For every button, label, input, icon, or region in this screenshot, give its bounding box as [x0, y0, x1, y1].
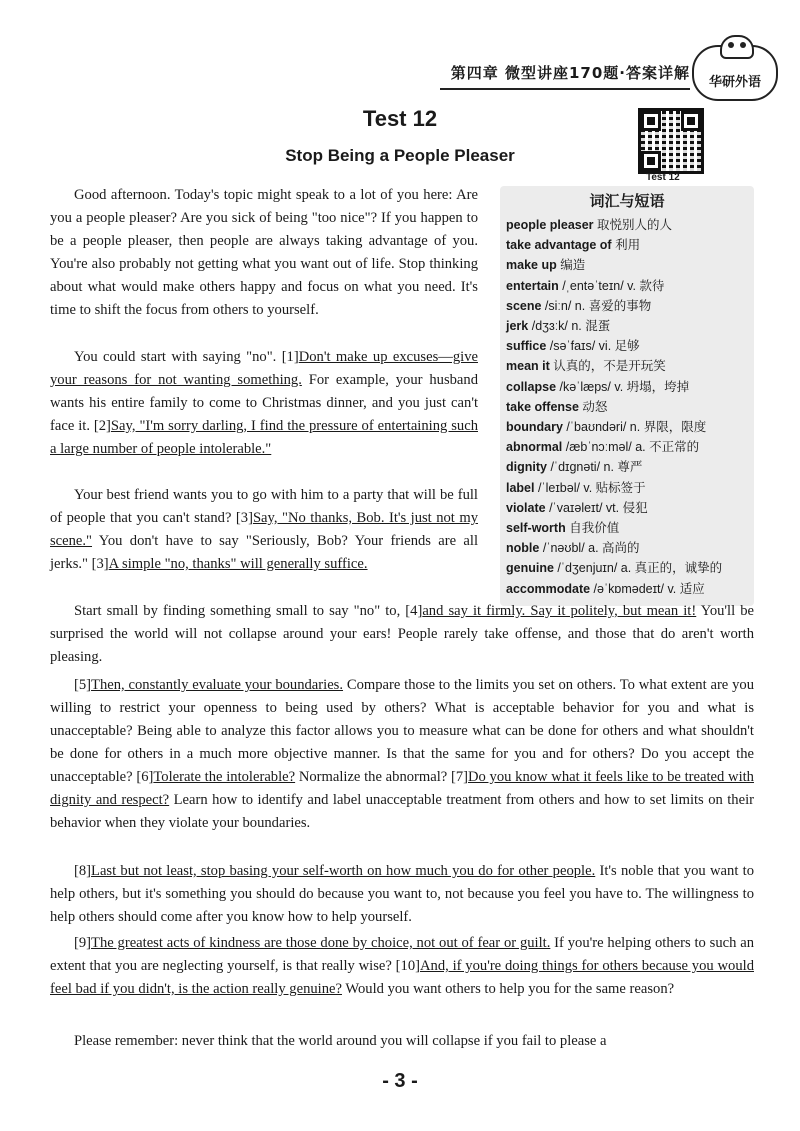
vocabulary-item	[500, 437, 754, 457]
chapter-header: 第四章 微型讲座170题·答案详解	[450, 64, 690, 82]
text-run: [8]	[74, 863, 92, 879]
vocabulary-definition: /ˌentəˈteɪn/ v. 款待	[558, 278, 665, 293]
vocabulary-term: entertain	[506, 278, 559, 293]
underlined-sentence: and say it firmly. Say it politely, but mean it!	[422, 603, 697, 619]
text-run: Start small by finding something small to say "no" to, [4]	[74, 603, 423, 619]
text-run: You'll be surprised the world will not collapse around your ears! People rarely take offense, and those that do aren't worth pleasing.	[50, 603, 755, 665]
vocabulary-term: noble	[506, 541, 540, 556]
vocabulary-item	[500, 377, 754, 397]
paragraph-6	[50, 860, 754, 929]
paragraph-8: Please remember: never think that the world around you will collapse if you fail to please a	[74, 1033, 607, 1049]
text-run: You don't have to say "Seriously, Bob? Your friends are all jerks." [3]	[50, 533, 478, 572]
text-run: Your best friend wants you to go with him to a party that will be full of people that you can't stand? [3]	[50, 487, 478, 526]
vocabulary-definition: /ˈbaʊndəri/ n. 界限，限度	[562, 420, 707, 435]
vocabulary-definition: /dʒɜːk/ n. 混蛋	[528, 319, 611, 334]
vocabulary-term: jerk	[506, 319, 529, 334]
vocabulary-item	[500, 538, 754, 558]
vocabulary-item	[500, 276, 754, 296]
underlined-sentence: Do you know what it feels like to be treated with dignity and respect?	[50, 769, 754, 808]
vocabulary-item	[500, 336, 754, 356]
vocabulary-definition: /ˈvaɪəleɪt/ vt. 侵犯	[545, 500, 648, 515]
vocabulary-definition: 取悦别人的人	[593, 218, 673, 232]
text-run: Learn how to identify and label unacceptable treatment from others and how to set limits on their behavior when they violate your boundaries.	[50, 792, 754, 831]
paragraph-4	[50, 600, 754, 669]
vocabulary-item	[500, 316, 754, 336]
vocabulary-term: dignity	[506, 460, 547, 475]
test-title: Test 12	[362, 106, 438, 131]
vocabulary-definition: /kəˈlæps/ v. 坍塌，垮掉	[556, 379, 690, 394]
vocabulary-item	[500, 518, 754, 538]
vocabulary-term: mean it	[506, 359, 550, 374]
vocabulary-definition: /ˈdɪɡnəti/ n. 尊严	[546, 460, 643, 475]
vocabulary-definition: 动怒	[578, 399, 608, 414]
page-number: - 3 -	[382, 1070, 418, 1092]
vocabulary-item	[500, 417, 754, 437]
paragraph-3	[50, 484, 478, 576]
text-run: Would you want others to help you for the same reason?	[341, 981, 675, 997]
underlined-sentence: Say, "No thanks, Bob. It's just not my scene."	[50, 510, 478, 549]
text-run: Compare those to the limits you set on others. To what extent are you willing to restrict your openness to being used by others? What is acceptable behavior for you and what is unacceptable? Being able to analyze this factor allows you to measure what can be done for others and what shouldn't be done for others in a much more objective manner. Is that the same for you and for others? Do you accept the unacceptable? [6]	[50, 677, 754, 785]
vocabulary-term: scene	[506, 298, 542, 313]
vocabulary-item	[500, 498, 754, 518]
text-run: It's noble that you want to help others, but it's something you should do because you want to, not because you feel you have to. The willingness to help others should come after you know how to help yourself.	[50, 863, 754, 925]
vocabulary-definition: 编造	[556, 258, 586, 273]
paragraph-1: Good afternoon. Today's topic might speak to a lot of you here: Are you a people pleaser? Are you sick of being "too nice"? If you happen to be a people pleaser, then people are always taking advantage of you. You're also probably not getting what you want out of life. Stop thinking about what would make others happy and focus on what you need. It's time to shift the focus from others to yourself.	[50, 187, 478, 318]
vocabulary-definition: /əˈkɒmədeɪt/ v. 适应	[590, 581, 705, 596]
underlined-sentence: Tolerate the intolerable?	[153, 769, 296, 785]
vocabulary-definition: /ˈnəʊbl/ a. 高尚的	[539, 541, 640, 556]
vocabulary-definition: /ˈdʒenjuɪn/ a. 真正的，诚挚的	[553, 561, 723, 576]
vocabulary-item	[500, 478, 754, 498]
vocabulary-item	[500, 235, 754, 255]
passage-title: Stop Being a People Pleaser	[285, 146, 515, 165]
vocabulary-term: genuine	[506, 561, 554, 576]
vocabulary-term: label	[506, 480, 535, 495]
vocabulary-title: 词汇与短语	[589, 192, 665, 210]
header-rule	[440, 88, 690, 90]
vocabulary-term: take advantage of	[506, 238, 612, 253]
vocabulary-definition: 认真的，不是开玩笑	[549, 359, 666, 374]
vocabulary-definition: /siːn/ n. 喜爱的事物	[541, 298, 652, 313]
underlined-sentence: Don't make up excuses—give your reasons for not wanting something.	[50, 349, 478, 388]
frog-icon	[720, 35, 754, 59]
vocabulary-item	[500, 215, 754, 235]
text-run: If you're helping others to such an extent that you are neglecting yourself, is that really wise? [10]	[50, 935, 755, 974]
paragraph-5	[50, 674, 754, 835]
vocabulary-term: abnormal	[506, 440, 563, 455]
page-header	[0, 0, 800, 100]
vocabulary-list	[500, 215, 754, 599]
vocabulary-term: self-worth	[506, 521, 566, 536]
vocabulary-term: collapse	[506, 379, 557, 394]
text-run: Normalize the abnormal? [7]	[295, 769, 468, 785]
vocabulary-item	[500, 255, 754, 275]
vocabulary-term: violate	[506, 500, 546, 515]
publisher-logo	[692, 45, 778, 101]
vocabulary-term: accommodate	[506, 581, 591, 596]
text-run: For example, your husband wants his entire family to come to Christmas dinner, and you just can't face it. [2]	[50, 372, 478, 434]
underlined-sentence: Then, constantly evaluate your boundaries.	[91, 677, 344, 693]
vocabulary-definition: /səˈfaɪs/ vi. 足够	[546, 339, 640, 354]
text-run: You could start with saying "no". [1]	[74, 349, 299, 365]
vocabulary-term: make up	[506, 258, 557, 273]
vocabulary-definition: /æbˈnɔːməl/ a. 不正常的	[562, 440, 700, 455]
vocabulary-term: suffice	[506, 339, 547, 354]
vocabulary-item	[500, 296, 754, 316]
qr-code-icon[interactable]	[638, 108, 704, 174]
logo-text: 华研外语	[708, 74, 761, 90]
underlined-sentence: A simple "no, thanks" will generally suffice.	[108, 556, 368, 572]
qr-label: Test 12	[646, 172, 680, 183]
vocabulary-definition: 自我价值	[565, 521, 620, 536]
underlined-sentence: And, if you're doing things for others because you would feel bad if you didn't, is the action really genuine?	[50, 958, 754, 997]
vocabulary-item	[500, 397, 754, 417]
vocabulary-definition: 利用	[611, 238, 641, 253]
vocabulary-item	[500, 457, 754, 477]
underlined-sentence: Last but not least, stop basing your self-worth on how much you do for other people.	[91, 863, 596, 879]
paragraph-2	[50, 346, 478, 461]
underlined-sentence: The greatest acts of kindness are those done by choice, not out of fear or guilt.	[91, 935, 551, 951]
text-run: [9]	[74, 935, 92, 951]
vocabulary-term: take offense	[506, 399, 579, 414]
vocabulary-item	[500, 558, 754, 578]
underlined-sentence: Say, "I'm sorry darling, I find the pressure of entertaining such a large number of people intolerable."	[50, 418, 478, 457]
text-run: [5]	[74, 677, 92, 693]
vocabulary-item	[500, 356, 754, 376]
vocabulary-term: people pleaser	[506, 218, 594, 232]
vocabulary-box	[500, 186, 754, 606]
vocabulary-term: boundary	[506, 420, 563, 435]
paragraph-7	[50, 932, 754, 1001]
vocabulary-definition: /ˈleɪbəl/ v. 贴标签于	[534, 480, 646, 495]
vocabulary-item	[500, 579, 754, 599]
